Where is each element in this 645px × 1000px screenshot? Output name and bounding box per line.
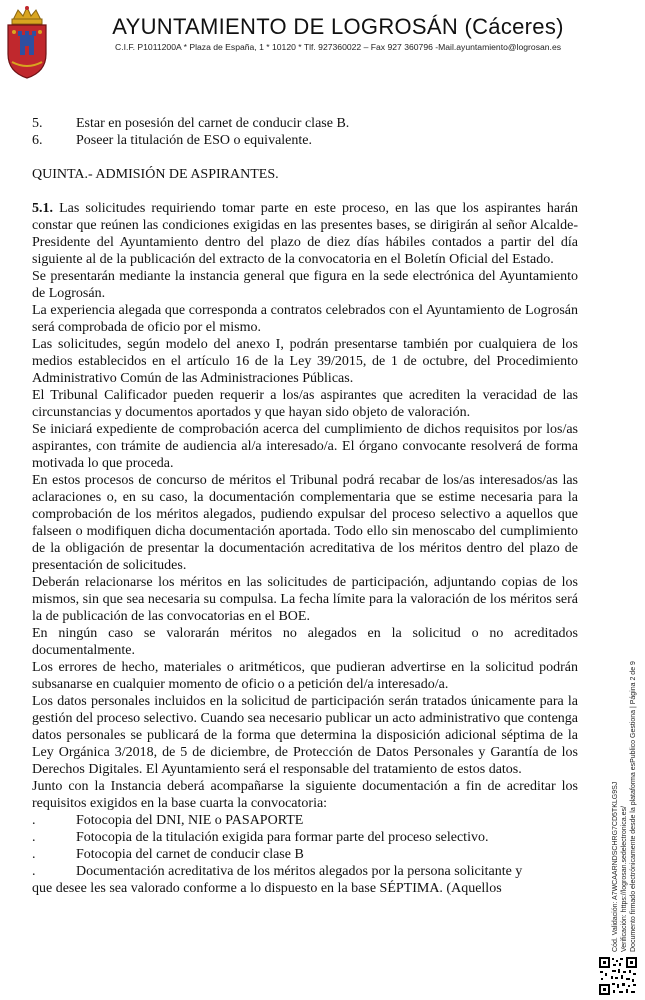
paragraph: El Tribunal Calificador pueden requerir a los/as aspirantes que acrediten la veracidad de las circunstancias y documentos aportados y que hayan sido objeto de valoración. — [32, 388, 578, 420]
document-text: Fotocopia del carnet de conducir clase B — [76, 847, 304, 862]
document-text-continued: que desee les sea valorado conforme a lo dispuesto en la base SÉPTIMA. (Aquellos — [32, 881, 502, 896]
document-list-item — [32, 863, 578, 880]
paragraph-5-1 — [32, 200, 578, 268]
letterhead — [0, 0, 645, 82]
section-heading: QUINTA.- ADMISIÓN DE ASPIRANTES. — [32, 167, 279, 182]
document-text: Fotocopia del DNI, NIE o PASAPORTE — [76, 813, 304, 828]
document-list-item — [32, 829, 578, 846]
town-hall-title: AYUNTAMIENTO DE LOGROSÁN (Cáceres) — [112, 14, 564, 39]
paragraph: Se iniciará expediente de comprobación acerca del cumplimiento de dichos requisitos por los/as aspirantes, con trámite de audiencia al/a interesado/a. El órgano convocante resolverá de forma motivada lo que proceda. — [32, 422, 578, 471]
paragraph-text: Las solicitudes requiriendo tomar parte en este proceso, en las que los aspirantes harán constar que reúnen las condiciones exigidas en las presentes bases, se dirigirán al señor Alcalde-Presidente del Ayuntamiento dentro del plazo de diez días hábiles contados a partir del día siguiente al de la publicación del extracto de la convocatoria en el Boletín Oficial del Estado. — [32, 201, 578, 267]
paragraph: Se presentarán mediante la instancia general que figura en la sede electrónica del Ayuntamiento de Logrosán. — [32, 269, 578, 301]
requirement-text: Estar en posesión del carnet de conducir clase B. — [76, 116, 350, 131]
requirement-item — [32, 132, 578, 149]
document-text: Fotocopia de la titulación exigida para formar parte del proceso selectivo. — [76, 830, 489, 845]
validation-code: Cód. Validación: A7WCAARNDSCHRG7CD5TKLG9SJ — [612, 781, 619, 952]
contact-line: C.I.F. P1011200A * Plaza de España, 1 * 10120 * Tlf. 927360022 – Fax 927 360796 -Mail.ayuntamiento@logrosan.es — [114, 42, 562, 52]
document-list-item — [32, 812, 578, 829]
paragraph: Las solicitudes, según modelo del anexo I, podrán presentarse también por cualquiera de los medios establecidos en el artículo 16 de la Ley 39/2015, de 1 de octubre, del Procedimiento Administrativo Común de las Administraciones Públicas. — [32, 337, 578, 386]
paragraph: En estos procesos de concurso de méritos el Tribunal podrá recabar de los/as interesados/as las aclaraciones o, en su caso, la documentación complementaria que se estime necesaria para la comprobación de los méritos alegados, pudiendo expulsar del proceso selectivo a aquellos que falseen o modifiquen dicha documentación aportada. Todo ello sin menoscabo del cumplimiento de la obligación de presentar la documentación acreditativa de los méritos dentro del plazo de presentación de solicitudes. — [32, 473, 578, 573]
paragraph: En ningún caso se valorarán méritos no alegados en la solicitud o no acreditados documentalmente. — [32, 626, 578, 658]
paragraph: Los datos personales incluidos en la solicitud de participación serán tratados únicamente para la gestión del proceso selectivo. Cuando sea necesario publicar un acto administrativo que contenga datos personales se publicará de la forma que determina la disposición adicional séptima de la Ley Orgánica 3/2018, de 5 de diciembre, de Protección de Datos Personales y Garantía de los Derechos Digitales. El Ayuntamiento será el responsable del tratamiento de estos datos. — [32, 694, 578, 777]
bullet: . — [32, 847, 36, 862]
requirement-item — [32, 115, 578, 132]
requirement-text: Poseer la titulación de ESO o equivalente. — [76, 133, 312, 148]
bullet: . — [32, 864, 36, 879]
document-text: Documentación acreditativa de los méritos alegados por la persona solicitante y — [76, 864, 523, 879]
qr-code-icon[interactable] — [598, 956, 638, 996]
document-list-item — [32, 846, 578, 863]
municipal-crest-icon — [4, 2, 50, 80]
paragraph: Junto con la Instancia deberá acompañarse la siguiente documentación a fin de acreditar los requisitos exigidos en la base cuarta la convocatoria: — [32, 779, 578, 811]
document-body — [32, 115, 578, 897]
bullet: . — [32, 813, 36, 828]
signature-note: Documento firmado electrónicamente desde la plataforma esPublico Gestiona | Página 2 de 9 — [630, 661, 637, 952]
clause-number: 5.1. — [32, 201, 53, 216]
paragraph: Deberán relacionarse los méritos en las solicitudes de participación, adjuntando copias de los mismos, sin que sea necesaria su compulsa. La fecha límite para la valoración de los méritos será la de publicación de las convocatorias en el BOE. — [32, 575, 578, 624]
paragraph: La experiencia alegada que corresponda a contratos celebrados con el Ayuntamiento de Logrosán será comprobada de oficio por el mismo. — [32, 303, 578, 335]
verification-url[interactable]: Verificación: https://logrosan.sedelectronica.es/ — [621, 806, 628, 952]
requirement-number: 5. — [32, 116, 43, 131]
validation-stamp — [611, 612, 645, 952]
requirement-number: 6. — [32, 133, 43, 148]
bullet: . — [32, 830, 36, 845]
paragraph: Los errores de hecho, materiales o aritméticos, que pudieran advertirse en la solicitud podrán subsanarse en cualquier momento de oficio o a petición del/a interesado/a. — [32, 660, 578, 692]
